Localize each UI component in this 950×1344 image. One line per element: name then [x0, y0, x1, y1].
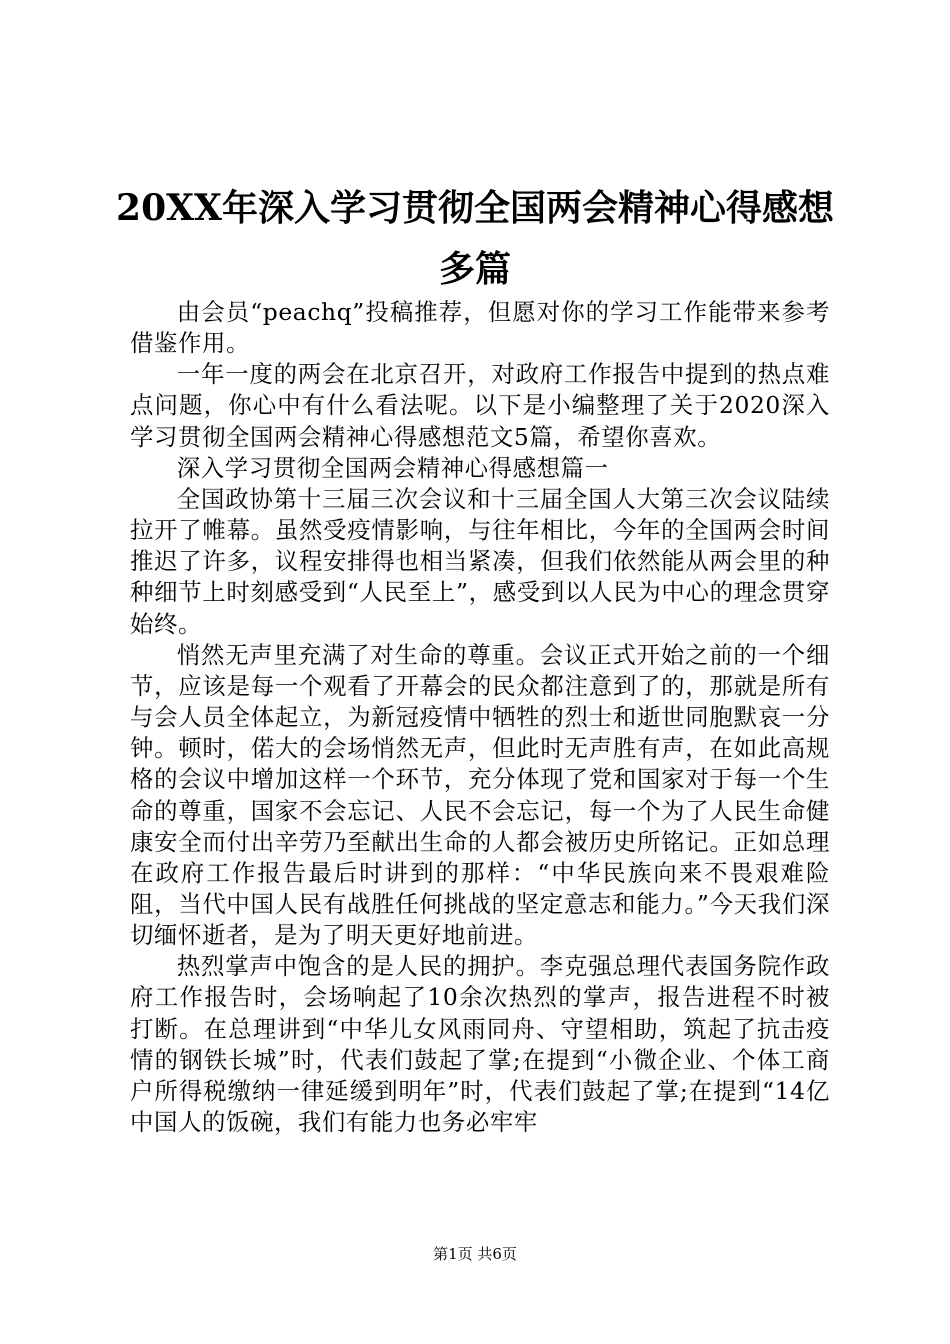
section-heading: 深入学习贯彻全国两会精神心得感想篇一	[176, 453, 609, 482]
paragraph: 全国政协第十三届三次会议和十三届全国人大第三次会议陆续拉开了帷幕。虽然受疫情影响，与往年相比，今年的全国两会时间推迟了许多，议程安排得也相当紧凑，但我们依然能从两会里的种种细节上时刻感受到“人民至上”，感受到以人民为中心的理念贯穿始终。	[130, 484, 830, 638]
paragraph: 悄然无声里充满了对生命的尊重。会议正式开始之前的一个细节，应该是每一个观看了开幕会的民众都注意到了的，那就是所有与会人员全体起立，为新冠疫情中牺牲的烈士和逝世同胞默哀一分钟。顿时，偌大的会场悄然无声，但此时无声胜有声，在如此高规格的会议中增加这样一个环节，充分体现了党和国家对于每一个生命的尊重，国家不会忘记、人民不会忘记，每一个为了人民生命健康安全而付出辛劳乃至献出生命的人都会被历史所铭记。正如总理在政府工作报告最后时讲到的那样：“中华民族向来不畏艰难险阻，当代中国人民有战胜任何挑战的坚定意志和能力。”今天我们深切缅怀逝者，是为了明天更好地前进。	[130, 640, 830, 950]
paragraph-intro: 一年一度的两会在北京召开，对政府工作报告中提到的热点难点问题，你心中有什么看法呢。以下是小编整理了关于2020深入学习贯彻全国两会精神心得感想范文5篇，希望你喜欢。	[130, 360, 830, 451]
document-title-line-1: 20XX年深入学习贯彻全国两会精神心得感想	[116, 187, 834, 229]
document-title-line-2: 多篇	[438, 248, 511, 290]
paragraph: 热烈掌声中饱含的是人民的拥护。李克强总理代表国务院作政府工作报告时，会场响起了10余次热烈的掌声，报告进程不时被打断。在总理讲到“中华儿女风雨同舟、守望相助，筑起了抗击疫情的钢铁长城”时，代表们鼓起了掌;在提到“小微企业、个体工商户所得税缴纳一律延缓到明年”时，代表们鼓起了掌;在提到“14亿中国人的饭碗，我们有能力也务必牢牢	[130, 952, 830, 1137]
document-body	[130, 297, 830, 1138]
page-footer: 第1页 共6页	[433, 1245, 517, 1263]
paragraph-intro-note: 由会员“peachq”投稿推荐，但愿对你的学习工作能带来参考借鉴作用。	[130, 298, 830, 358]
